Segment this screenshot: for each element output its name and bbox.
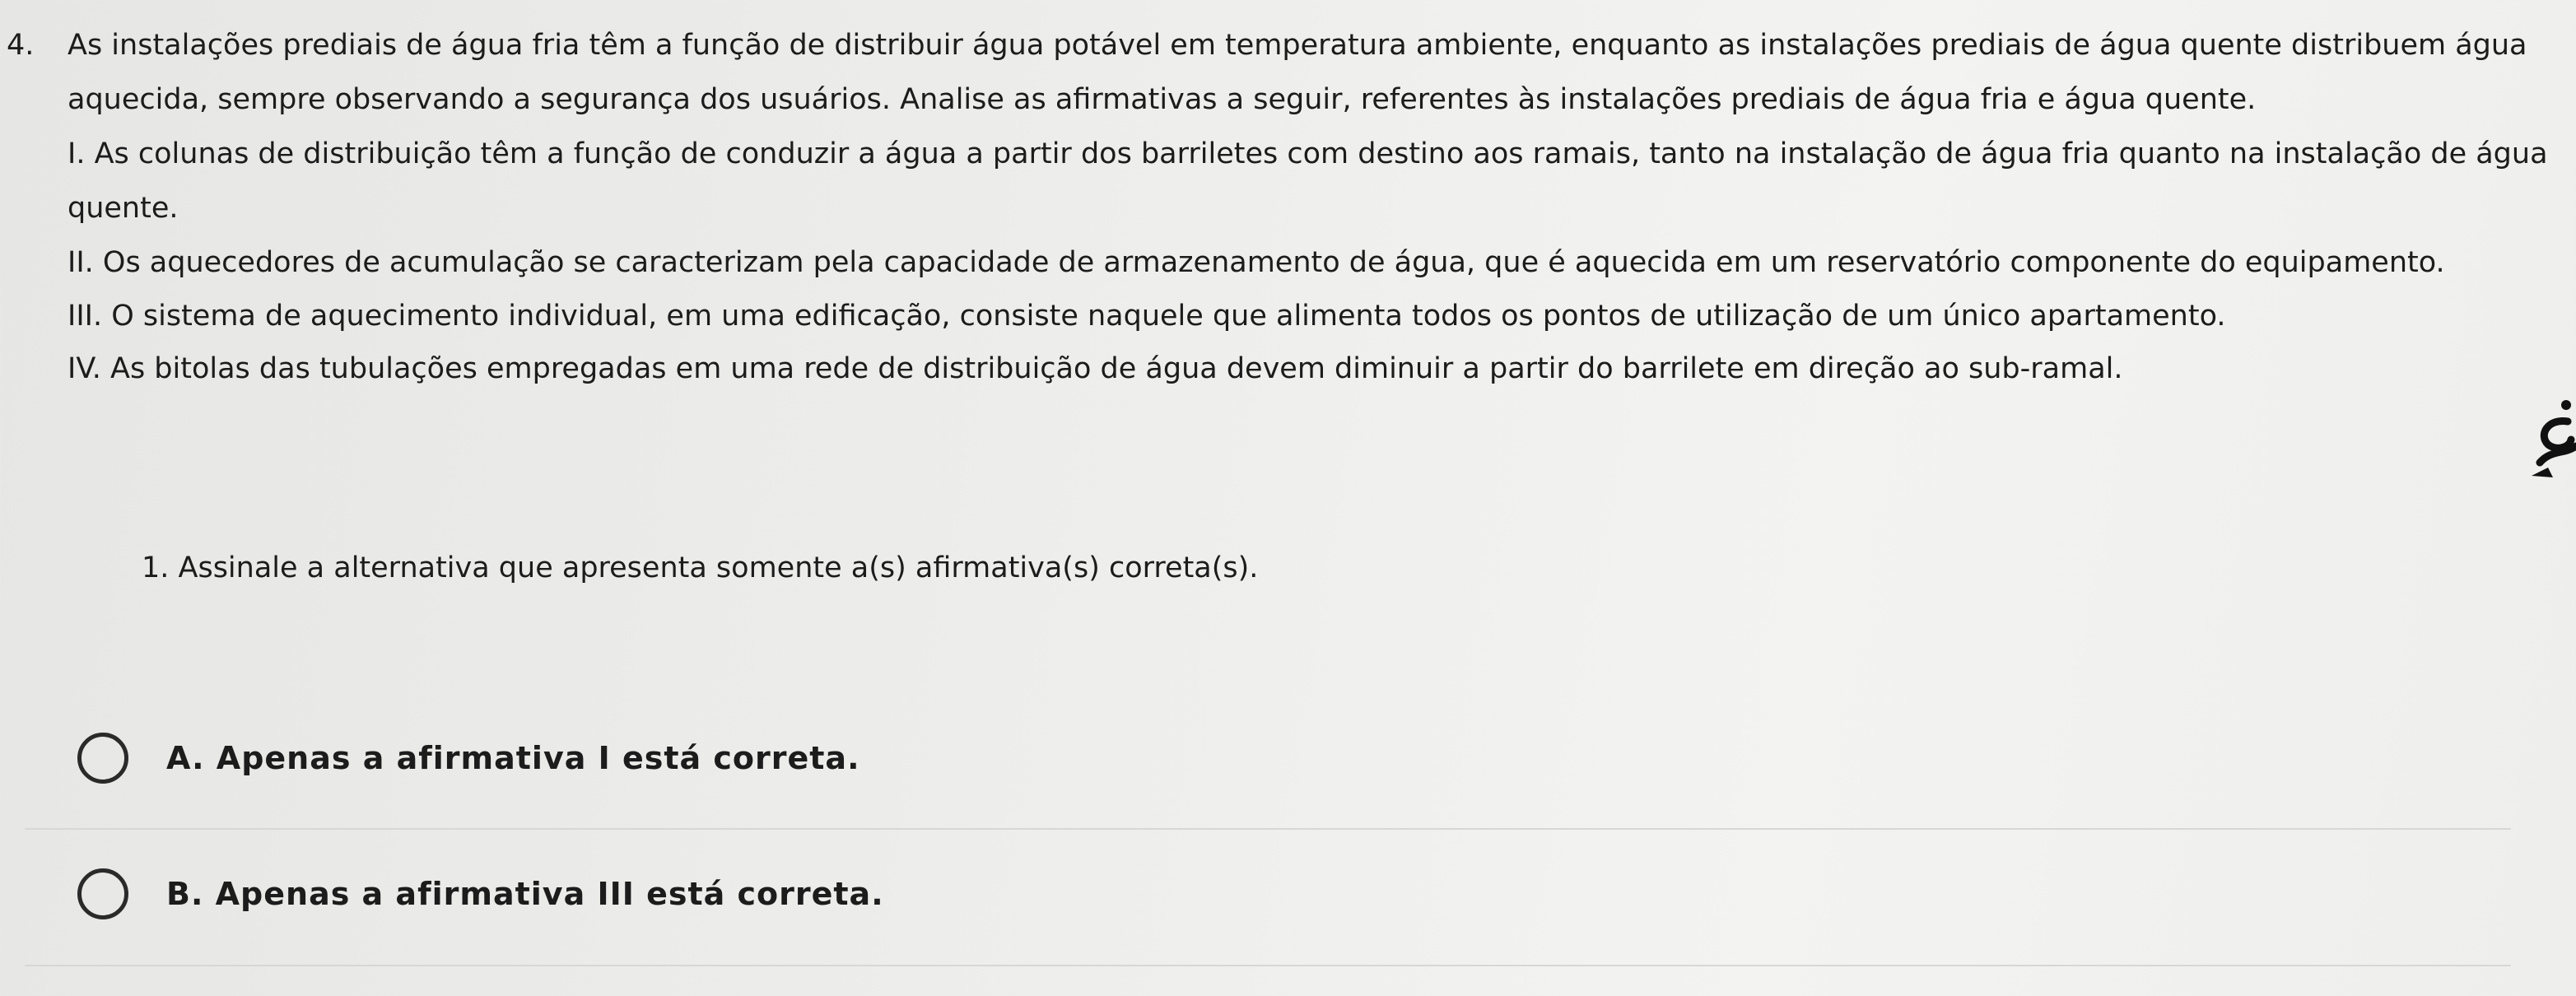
option-a-label: A. Apenas a afirmativa I está correta. [166, 740, 860, 776]
radio-button-b[interactable] [77, 868, 128, 919]
question-block [7, 18, 2563, 395]
option-a[interactable] [77, 733, 860, 784]
radio-button-a[interactable] [77, 733, 128, 784]
question-intro [7, 18, 2563, 127]
statement-2: II. Os aquecedores de acumulação se caracterizam pela capacidade de armazenamento de água, que é aquecida em um reservatório componente do equipamento. [68, 246, 2445, 279]
divider [25, 965, 2511, 966]
question-number: 4. [7, 29, 35, 62]
statement-3: III. O sistema de aquecimento individual, em uma edificação, consiste naquele que alimenta todos os pontos de utilização de um único apartamento. [68, 300, 2226, 333]
question-prompt: 1. Assinale a alternativa que apresenta somente a(s) afirmativa(s) correta(s). [142, 552, 1259, 584]
statement-1: I. As colunas de distribuição têm a função de conduzir a água a partir dos barriletes com destino aos ramais, tanto na instalação de água fria quanto na instalação de água quente. [68, 137, 2548, 225]
divider [25, 828, 2511, 830]
chat-assistant-icon[interactable] [2532, 397, 2576, 479]
option-b-label: B. Apenas a afirmativa III está correta. [166, 876, 884, 912]
question-intro-text: As instalações prediais de água fria têm a função de distribuir água potável em temperatura ambiente, enquanto as instalações prediais de água quente distribuem água aquecida, sempre observando a segurança dos usuários. Analise as afirmativas a seguir, referentes às instalações prediais de água fria e água quente. [68, 29, 2527, 116]
statement-4: IV. As bitolas das tubulações empregadas em uma rede de distribuição de água devem diminuir a partir do barrilete em direção ao sub-ramal. [68, 352, 2123, 385]
option-b[interactable] [77, 868, 884, 919]
